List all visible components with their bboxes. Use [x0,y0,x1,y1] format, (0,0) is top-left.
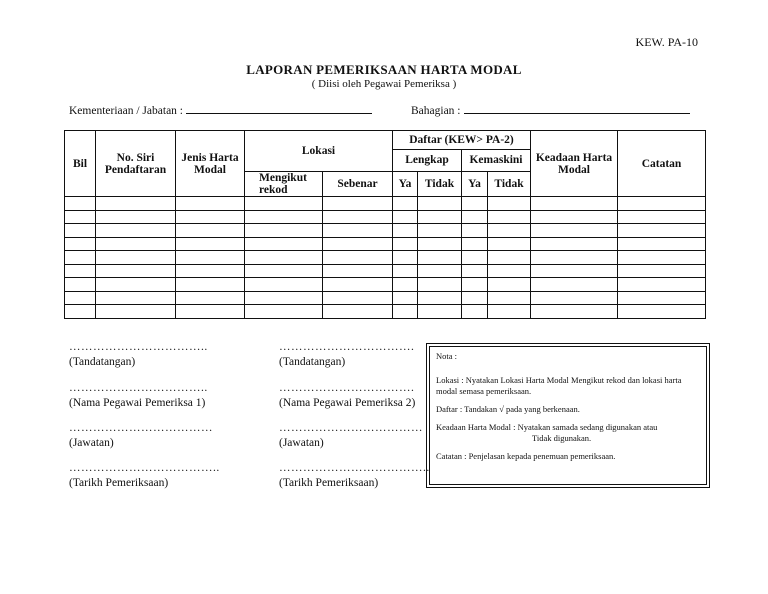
table-cell[interactable] [245,237,323,251]
inspector-name-line[interactable]: ……………………………. [279,382,415,394]
table-cell[interactable] [393,197,418,211]
table-cell[interactable] [323,224,393,238]
table-cell[interactable] [65,291,96,305]
table-cell[interactable] [618,305,706,319]
table-cell[interactable] [618,197,706,211]
table-cell[interactable] [488,237,531,251]
table-cell[interactable] [393,264,418,278]
table-cell[interactable] [245,224,323,238]
table-cell[interactable] [418,278,462,292]
table-cell[interactable] [96,291,176,305]
table-cell[interactable] [418,264,462,278]
table-cell[interactable] [323,291,393,305]
header-registration-no: No. Siri Pendaftaran [96,131,176,197]
table-cell[interactable] [245,197,323,211]
table-cell[interactable] [618,224,706,238]
table-row [65,264,706,278]
table-cell[interactable] [96,264,176,278]
table-cell[interactable] [393,251,418,265]
table-cell[interactable] [245,264,323,278]
header-updated-no: Tidak [488,172,531,197]
table-cell[interactable] [323,305,393,319]
table-cell[interactable] [65,305,96,319]
table-cell[interactable] [618,291,706,305]
table-cell[interactable] [488,251,531,265]
table-cell[interactable] [488,278,531,292]
table-cell[interactable] [531,291,618,305]
header-location: Lokasi [245,131,393,172]
table-row [65,237,706,251]
page-title: LAPORAN PEMERIKSAAN HARTA MODAL [246,62,522,77]
header-bil: Bil [65,131,96,197]
position-line[interactable]: ……………………………… [69,422,213,434]
table-cell[interactable] [618,264,706,278]
table-cell[interactable] [618,210,706,224]
table-row [65,251,706,265]
table-cell[interactable] [462,197,488,211]
table-cell[interactable] [418,251,462,265]
table-cell[interactable] [65,210,96,224]
header-following-record: Mengikut rekod [245,172,323,197]
table-cell[interactable] [488,305,531,319]
ministry-field[interactable] [69,104,372,117]
table-cell[interactable] [488,224,531,238]
table-cell[interactable] [96,237,176,251]
table-cell[interactable] [531,251,618,265]
signature-label: (Tandatangan) [69,356,136,368]
table-cell[interactable] [618,278,706,292]
signature-label: (Tandatangan) [279,356,346,368]
table-cell[interactable] [96,197,176,211]
notes-condition-line2: Tidak digunakan. [532,433,592,443]
table-row [65,210,706,224]
header-complete: Lengkap [393,150,462,172]
table-cell[interactable] [393,224,418,238]
notes-register: Daftar : Tandakan √ pada yang berkenaan. [436,404,580,414]
table-cell[interactable] [531,305,618,319]
signature-line[interactable]: ……………………………. [279,341,415,353]
table-cell[interactable] [531,264,618,278]
table-cell[interactable] [531,237,618,251]
asset-inspection-table [64,130,706,319]
table-cell[interactable] [393,305,418,319]
signature-block-2 [279,341,430,489]
header-updated-yes: Ya [462,172,488,197]
notes-remarks: Catatan : Penjelasan kepada penemuan pemeriksaan. [436,451,616,461]
table-cell[interactable] [176,237,245,251]
notes-condition [436,422,700,444]
notes-condition-line1: Keadaan Harta Modal : Nyatakan samada sedang digunakan atau [436,422,658,432]
table-cell[interactable] [96,224,176,238]
table-cell[interactable] [96,251,176,265]
table-cell[interactable] [531,278,618,292]
table-cell[interactable] [618,251,706,265]
table-cell[interactable] [65,224,96,238]
table-cell[interactable] [176,278,245,292]
ministry-label: Kementeriaan / Jabatan : [69,105,183,117]
table-cell[interactable] [418,291,462,305]
table-cell[interactable] [176,291,245,305]
table-cell[interactable] [245,291,323,305]
table-cell[interactable] [176,251,245,265]
table-cell[interactable] [245,210,323,224]
table-cell[interactable] [176,264,245,278]
header-updated: Kemaskini [462,150,531,172]
position-line[interactable]: ……………………………… [279,422,423,434]
table-cell[interactable] [488,291,531,305]
inspection-date-label: (Tarikh Pemeriksaan) [279,477,379,489]
ministry-input-line[interactable] [186,104,372,114]
table-cell[interactable] [462,251,488,265]
table-cell[interactable] [65,278,96,292]
table-cell[interactable] [462,278,488,292]
table-cell[interactable] [176,224,245,238]
table-cell[interactable] [65,197,96,211]
table-cell[interactable] [462,291,488,305]
table-cell[interactable] [323,210,393,224]
notes-box [426,343,710,488]
header-complete-no: Tidak [418,172,462,197]
header-condition: Keadaan Harta Modal [531,131,618,197]
table-cell[interactable] [393,291,418,305]
notes-heading: Nota : [436,351,458,361]
table-cell[interactable] [462,305,488,319]
signature-line[interactable]: …………………………….. [69,341,208,353]
table-cell[interactable] [323,237,393,251]
department-label: Bahagian : [411,105,461,117]
table-cell[interactable] [65,251,96,265]
table-cell[interactable] [531,197,618,211]
header-actual: Sebenar [323,172,393,197]
table-cell[interactable] [618,237,706,251]
header-complete-yes: Ya [393,172,418,197]
inspector-name-label: (Nama Pegawai Pemeriksa 1) [69,397,206,409]
table-cell[interactable] [393,237,418,251]
table-cell[interactable] [176,305,245,319]
signature-block-1 [69,341,220,489]
table-cell[interactable] [245,305,323,319]
table-cell[interactable] [418,305,462,319]
notes-location: Lokasi : Nyatakan Lokasi Harta Modal Mengikut rekod dan lokasi harta modal semasa pemeriksaan. [436,375,682,396]
table-cell[interactable] [393,210,418,224]
department-field[interactable] [411,104,690,117]
table-cell[interactable] [176,197,245,211]
table-cell[interactable] [245,251,323,265]
table-cell[interactable] [462,224,488,238]
table-row [65,224,706,238]
table-cell[interactable] [418,224,462,238]
inspector-name-line[interactable]: …………………………….. [69,382,208,394]
table-cell[interactable] [418,210,462,224]
table-cell[interactable] [96,210,176,224]
inspection-date-line[interactable]: ……………………………….. [279,462,430,474]
table-row [65,197,706,211]
table-body [65,197,706,319]
notes-inner [429,346,707,485]
inspection-date-label: (Tarikh Pemeriksaan) [69,477,169,489]
table-cell[interactable] [65,237,96,251]
table-cell[interactable] [531,224,618,238]
header-register: Daftar (KEW> PA-2) [393,131,531,150]
inspection-date-line[interactable]: ……………………………….. [69,462,220,474]
table-cell[interactable] [96,278,176,292]
table-cell[interactable] [488,197,531,211]
table-cell[interactable] [393,278,418,292]
table-cell[interactable] [323,264,393,278]
header-asset-type: Jenis Harta Modal [176,131,245,197]
header-notes: Catatan [618,131,706,197]
table-cell[interactable] [176,210,245,224]
table-cell[interactable] [462,237,488,251]
table-cell[interactable] [418,197,462,211]
page-subtitle: ( Diisi oleh Pegawai Pemeriksa ) [311,78,457,90]
table-cell[interactable] [462,264,488,278]
table-cell[interactable] [96,305,176,319]
form-code: KEW. PA-10 [635,35,698,49]
table-row [65,278,706,292]
table-cell[interactable] [245,278,323,292]
table-cell[interactable] [488,264,531,278]
department-input-line[interactable] [464,104,690,114]
table-row [65,291,706,305]
table-cell[interactable] [323,197,393,211]
inspector-name-label: (Nama Pegawai Pemeriksa 2) [279,397,416,409]
table-cell[interactable] [323,251,393,265]
position-label: (Jawatan) [69,437,114,449]
position-label: (Jawatan) [279,437,324,449]
table-cell[interactable] [488,210,531,224]
table-row [65,305,706,319]
table-cell[interactable] [531,210,618,224]
table-cell[interactable] [418,237,462,251]
table-cell[interactable] [65,264,96,278]
table-cell[interactable] [323,278,393,292]
table-cell[interactable] [462,210,488,224]
